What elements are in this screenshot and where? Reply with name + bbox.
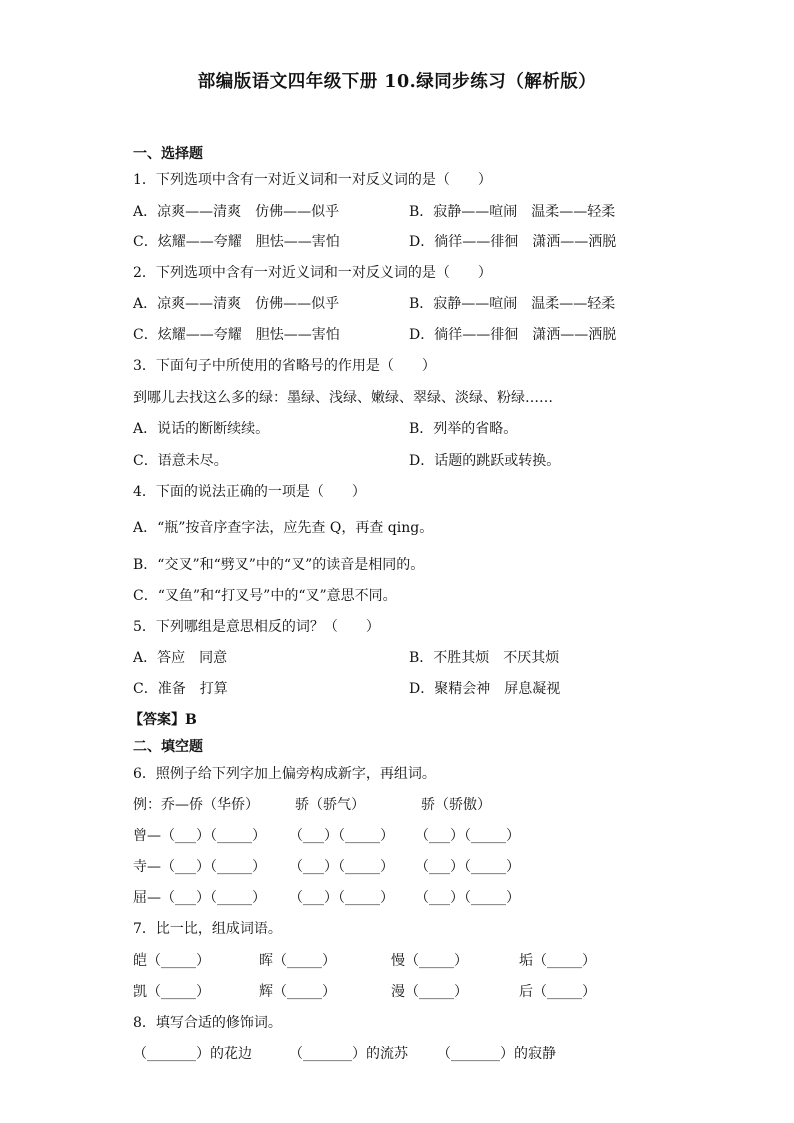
fill-blank-modifier[interactable]: （_______）的寂静 <box>437 1046 556 1062</box>
question-3-stem: 3．下面句子中所使用的省略号的作用是（ ） <box>133 358 436 374</box>
fill-blank-word[interactable]: 慢（_____） <box>391 953 468 969</box>
fill-blank-group[interactable]: 曾—（___）（_____） <box>133 828 266 844</box>
question-5-option-d: D．聚精会神 屏息凝视 <box>409 681 561 697</box>
question-5-options-cd <box>133 679 693 699</box>
question-3-options-cd <box>133 451 693 471</box>
question-7-row-2 <box>133 982 733 1002</box>
fill-blank-group[interactable]: （___）（_____） <box>289 828 394 844</box>
question-8-row <box>133 1044 733 1064</box>
fill-blank-word[interactable]: 凯（_____） <box>133 984 210 1000</box>
question-7-stem: 7．比一比，组成词语。 <box>133 921 282 937</box>
question-4-stem: 4．下面的说法正确的一项是（ ） <box>133 484 366 500</box>
question-6-row-1 <box>133 826 693 846</box>
question-1-option-c: C．炫耀——夸耀 胆怯——害怕 <box>133 234 340 250</box>
fill-blank-group[interactable]: （___）（_____） <box>415 859 520 875</box>
question-5-stem: 5．下列哪组是意思相反的词？（ ） <box>133 619 380 635</box>
fill-blank-word[interactable]: 后（_____） <box>519 984 596 1000</box>
section-heading-choice: 一、选择题 <box>133 146 203 162</box>
question-3-option-a: A．说话的断断续续。 <box>133 421 270 437</box>
question-5-option-c: C．准备 打算 <box>133 681 228 697</box>
question-3-option-c: C．语意未尽。 <box>133 453 228 469</box>
question-3-sentence: 到哪儿去找这么多的绿：墨绿、浅绿、嫩绿、翠绿、淡绿、粉绿…… <box>133 390 553 406</box>
question-2-option-d: D．徜徉——徘徊 潇洒——洒脱 <box>409 327 617 343</box>
question-5-option-b: B．不胜其烦 不厌其烦 <box>409 650 560 666</box>
question-1-option-b: B．寂静——喧闹 温柔——轻柔 <box>409 204 616 220</box>
answer-label: 【答案】B <box>129 712 197 728</box>
fill-blank-modifier[interactable]: （_______）的流苏 <box>289 1046 408 1062</box>
question-8-stem: 8．填写合适的修饰词。 <box>133 1015 282 1031</box>
question-3-options-ab <box>133 419 693 439</box>
question-2-option-b: B．寂静——喧闹 温柔——轻柔 <box>409 296 616 312</box>
question-2-options-cd <box>133 325 693 345</box>
question-4-option-b: B．“交叉”和“劈叉”中的“叉”的读音是相同的。 <box>133 557 425 573</box>
fill-blank-group[interactable]: （___）（_____） <box>415 890 520 906</box>
fill-blank-group[interactable]: （___）（_____） <box>289 859 394 875</box>
question-6-example <box>133 795 693 815</box>
question-2-option-a: A．凉爽——清爽 仿佛——似乎 <box>133 296 340 312</box>
question-3-option-d: D．话题的跳跃或转换。 <box>409 453 561 469</box>
fill-blank-group[interactable]: 寺—（___）（_____） <box>133 859 266 875</box>
question-6-stem: 6．照例子给下列字加上偏旁构成新字，再组词。 <box>133 766 436 782</box>
question-1-options-cd <box>133 232 693 252</box>
fill-blank-group[interactable]: （___）（_____） <box>415 828 520 844</box>
question-2-options-ab <box>133 294 693 314</box>
question-5-option-a: A．答应 同意 <box>133 650 228 666</box>
fill-blank-group[interactable]: （___）（_____） <box>289 890 394 906</box>
fill-blank-group[interactable]: 屈—（___）（_____） <box>133 890 266 906</box>
question-6-example-3: 骄（骄傲） <box>421 797 491 813</box>
question-4-option-c: C．“叉鱼”和“打叉号”中的“叉”意思不同。 <box>133 588 397 604</box>
question-1-option-a: A．凉爽——清爽 仿佛——似乎 <box>133 204 340 220</box>
question-2-option-c: C．炫耀——夸耀 胆怯——害怕 <box>133 327 340 343</box>
question-1-options-ab <box>133 202 693 222</box>
question-6-row-2 <box>133 857 693 877</box>
question-3-option-b: B．列举的省略。 <box>409 421 518 437</box>
question-1-stem: 1．下列选项中含有一对近义词和一对反义词的是（ ） <box>133 172 492 188</box>
question-6-example-1: 例：乔—侨（华侨） <box>133 797 259 813</box>
fill-blank-word[interactable]: 垢（_____） <box>519 953 596 969</box>
question-1-option-d: D．徜徉——徘徊 潇洒——洒脱 <box>409 234 617 250</box>
fill-blank-word[interactable]: 漫（_____） <box>391 984 468 1000</box>
page-title: 部编版语文四年级下册 10.绿同步练习（解析版） <box>197 72 597 92</box>
question-4-option-a: A．“瓶”按音序查字法，应先查 Q，再查 qing。 <box>133 520 434 536</box>
question-7-row-1 <box>133 951 733 971</box>
question-6-row-3 <box>133 888 693 908</box>
section-heading-fill: 二、填空题 <box>133 739 203 755</box>
fill-blank-word[interactable]: 辉（_____） <box>259 984 336 1000</box>
question-6-example-2: 骄（骄气） <box>295 797 365 813</box>
question-5-options-ab <box>133 648 693 668</box>
fill-blank-word[interactable]: 皑（_____） <box>133 953 210 969</box>
question-2-stem: 2．下列选项中含有一对近义词和一对反义词的是（ ） <box>133 265 492 281</box>
fill-blank-modifier[interactable]: （_______）的花边 <box>133 1046 252 1062</box>
fill-blank-word[interactable]: 晖（_____） <box>259 953 336 969</box>
